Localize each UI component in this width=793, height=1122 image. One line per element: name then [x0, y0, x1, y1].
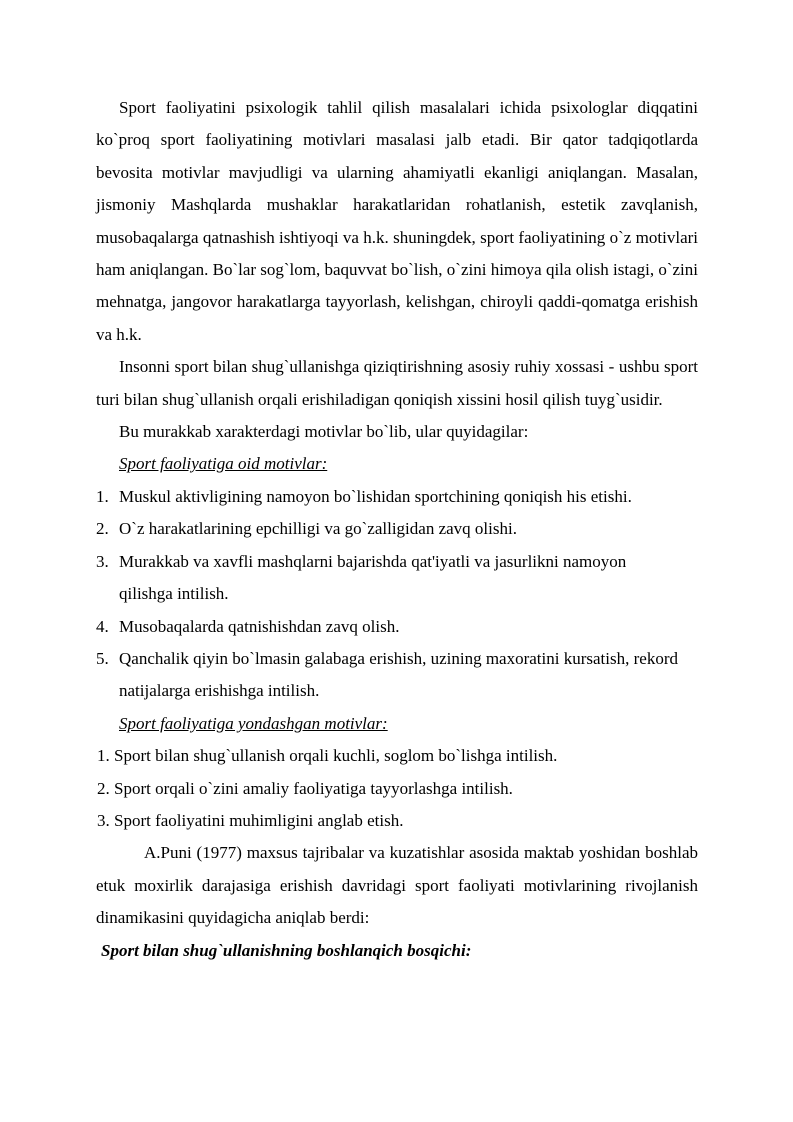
list-item-number: 3. [96, 551, 109, 571]
list-item-number: 5. [96, 648, 109, 668]
list-item-text: O`z harakatlarining epchilligi va go`zalligidan zavq olishi. [119, 519, 517, 539]
list-item: 3. Sport faoliyatini muhimligini anglab etish. [97, 810, 404, 830]
list-item: 1. Sport bilan shug`ullanish orqali kuchli, soglom bo`lishga intilish. [97, 746, 558, 766]
paragraph-list-intro: Bu murakkab xarakterdagi motivlar bo`lib, ular quyidagilar: [119, 422, 529, 442]
list-item-number: 4. [96, 616, 109, 636]
paragraph-puni: A.Puni (1977) maxsus tajribalar va kuzatishlar asosida maktab yoshidan boshlab etuk moxirlik darajasiga erishish davridagi sport faoliyati motivlarining rivojlanish dinamikasini quyidagicha aniqlab berdi: [96, 843, 698, 928]
section-heading-initial-stage: Sport bilan shug`ullanishning boshlanqich bosqichi: [101, 940, 472, 960]
section-heading-related-motives: Sport faoliyatiga yondashgan motivlar: [119, 713, 388, 733]
list-item-number: 2. [96, 519, 109, 539]
related-motives-list [96, 740, 698, 837]
list-item [96, 546, 698, 611]
section-heading-sport-motives: Sport faoliyatiga oid motivlar: [119, 454, 328, 474]
list-item [96, 513, 698, 545]
list-item: 2. Sport orqali o`zini amaliy faoliyatiga tayyorlashga intilish. [97, 778, 513, 798]
list-item-text: Murakkab va xavfli mashqlarni bajarishda qat'iyatli va jasurlikni namoyon qilishga intilish. [119, 551, 627, 604]
paragraph-motives-intro: Sport faoliyatini psixologik tahlil qilish masalalari ichida psixologlar diqqatini ko`proq sport faoliyatining motivlari masalasi jalb etadi. Bir qator tadqiqotlarda bevosita motivlar mavjudligi va ularning ahamiyatli ekanligi aniqlangan. Masalan, jismoniy Mashqlarda mushaklar harakatlaridan rohatlanish, estetik zavqlanish, musobaqalarga qatnashish ishtiyoqi va h.k. shuningdek, sport faoliyatining o`z motivlari ham aniqlangan. Bo`lar sog`lom, baquvvat bo`lish, o`zini himoya qila olish istagi, o`zini mehnatga, jangovor harakatlarga tayyorlash, kelishgan, chiroyli qaddi-qomatga erishish va h.k. [96, 98, 698, 344]
list-item-text: Muskul aktivligining namoyon bo`lishidan sportchining qoniqish his etishi. [119, 486, 632, 506]
sport-motives-list [96, 481, 698, 708]
list-item-text: Musobaqalarda qatnishishdan zavq olish. [119, 616, 400, 636]
list-item [96, 611, 698, 643]
document-body [96, 92, 698, 967]
list-item [96, 643, 698, 708]
paragraph-main-property: Insonni sport bilan shug`ullanishga qiziqtirishning asosiy ruhiy xossasi - ushbu sport turi bilan shug`ullanish orqali erishiladigan qoniqish xissini hosil qilish tuyg`usidir. [96, 357, 698, 409]
list-item-text: Qanchalik qiyin bo`lmasin galabaga erishish, uzining maxoratini kursatish, rekord natijalarga erishishga intilish. [119, 648, 678, 701]
list-item-number: 1. [96, 486, 109, 506]
list-item [96, 481, 698, 513]
